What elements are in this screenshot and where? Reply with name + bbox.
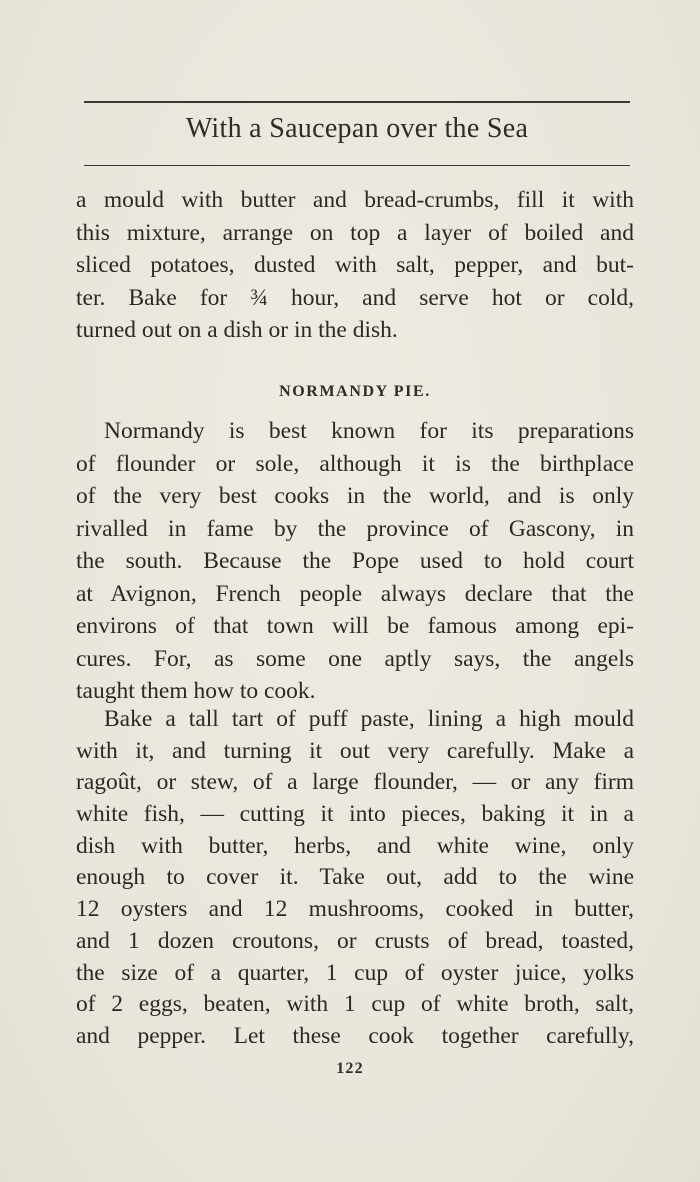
text-line: and 1 dozen croutons, or crusts of bread, toasted,: [76, 927, 634, 954]
text-line: 12 oysters and 12 mushrooms, cooked in butter,: [76, 896, 634, 923]
text-line: of flounder or sole, although it is the birthplace: [76, 450, 634, 477]
text-line: Normandy is best known for its preparations: [104, 418, 634, 444]
text-line: with it, and turning it out very carefully. Make a: [76, 737, 634, 764]
continued-paragraph: [76, 184, 634, 347]
header-rule-top: [84, 101, 630, 103]
text-line: sliced potatoes, dusted with salt, pepper, and but-: [76, 252, 634, 278]
text-line: the size of a quarter, 1 cup of oyster juice, yolks: [76, 959, 634, 986]
text-line: of the very best cooks in the world, and is only: [76, 483, 634, 509]
running-head: With a Saucepan over the Sea: [185, 113, 529, 144]
recipe-paragraph: [76, 704, 634, 1053]
text-line: rivalled in fame by the province of Gascony, in: [76, 515, 634, 542]
text-line: enough to cover it. Take out, add to the wine: [76, 864, 634, 891]
intro-paragraph: [76, 415, 634, 708]
text-line: of 2 eggs, beaten, with 1 cup of white broth, salt,: [76, 991, 634, 1018]
text-line: Bake a tall tart of puff paste, lining a high mould: [104, 706, 634, 732]
text-line: turned out on a dish or in the dish.: [76, 317, 398, 343]
text-line: dish with butter, herbs, and white wine, only: [76, 832, 634, 859]
text-line: white fish, — cutting it into pieces, baking it in a: [76, 801, 634, 828]
text-line: and pepper. Let these cook together carefully,: [76, 1022, 634, 1049]
text-line: at Avignon, French people always declare that the: [76, 580, 634, 607]
page-number: 122: [336, 1060, 364, 1077]
text-line: the south. Because the Pope used to hold court: [76, 548, 634, 574]
section-heading: NORMANDY PIE.: [279, 383, 431, 400]
text-line: cures. For, as some one aptly says, the angels: [76, 645, 634, 672]
text-line: taught them how to cook.: [76, 678, 316, 704]
text-line: ragoût, or stew, of a large flounder, — or any firm: [76, 769, 634, 796]
text-line: environs of that town will be famous among epi-: [76, 613, 634, 639]
text-line: this mixture, arrange on top a layer of boiled and: [76, 219, 634, 246]
text-line: a mould with butter and bread-crumbs, fill it with: [76, 187, 634, 213]
header-rule-bottom: [84, 165, 630, 166]
text-line: ter. Bake for ¾ hour, and serve hot or cold,: [76, 284, 634, 311]
